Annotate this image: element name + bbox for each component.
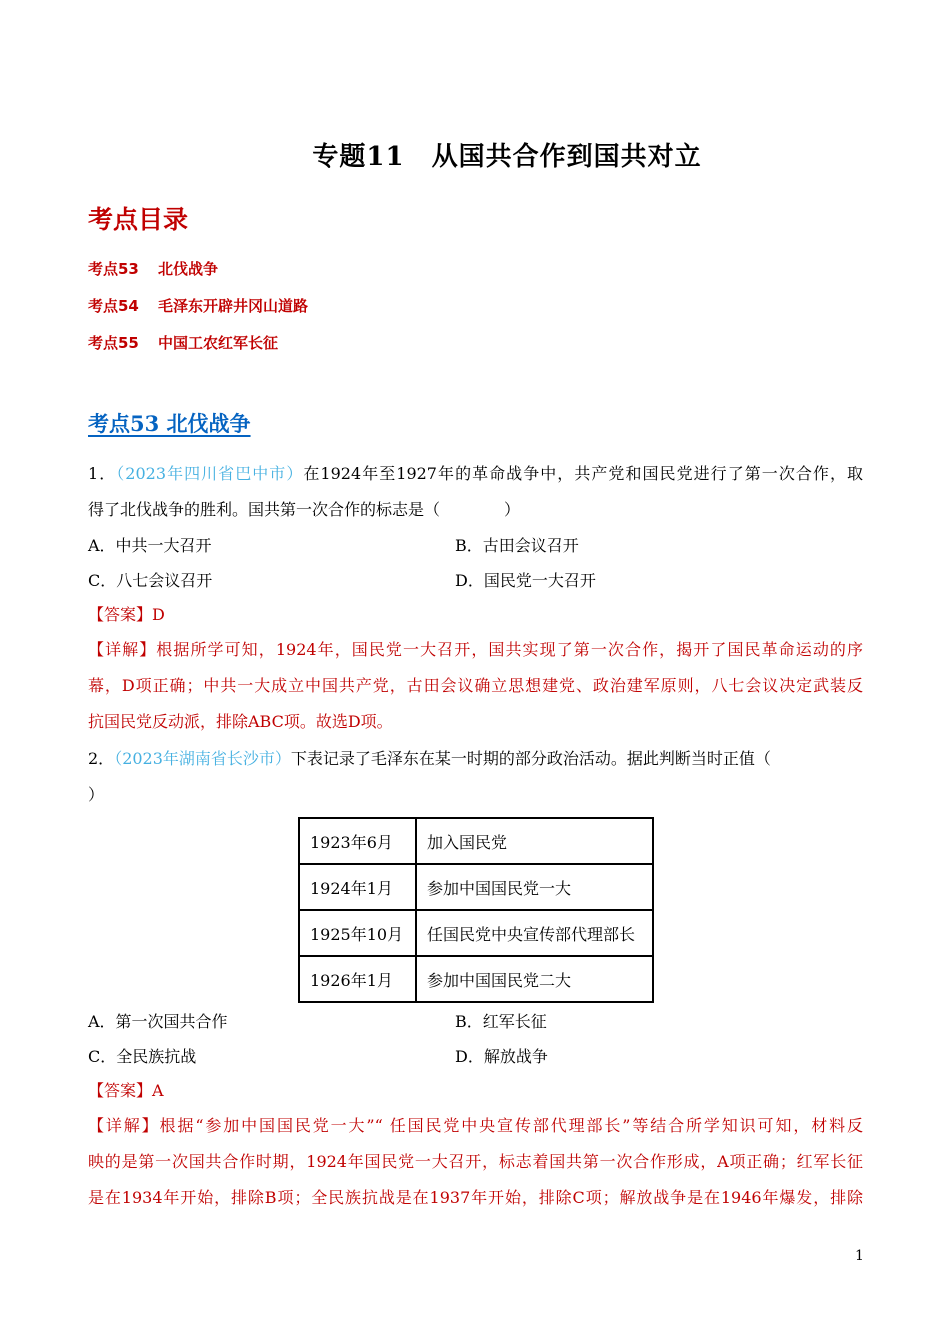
table-cell-event: 参加中国国民党一大 <box>416 864 653 910</box>
q1-stem: 在1924年至1927年的革命战争中，共产党和国民党进行了第一次合作，取 <box>303 464 863 483</box>
toc-item-number: 考点53 <box>88 260 139 278</box>
q2-option-d: D．解放战争 <box>455 1047 548 1066</box>
q2-stem-line <box>88 748 863 770</box>
q2-answer: 【答案】A <box>88 1081 164 1100</box>
table-cell-event: 参加中国国民党二大 <box>416 956 653 1002</box>
toc-item-label: 毛泽东开辟井冈山道路 <box>158 297 309 315</box>
table-cell-date: 1926年1月 <box>299 956 416 1002</box>
toc-item-54[interactable] <box>88 295 308 316</box>
q1-option-c: C．八七会议召开 <box>88 571 213 590</box>
q2-stem-line-2: ） <box>88 785 105 804</box>
toc-item-number: 考点55 <box>88 334 139 352</box>
table-row <box>299 864 653 910</box>
toc-item-number: 考点54 <box>88 297 139 315</box>
table-cell-event: 任国民党中央宣传部代理部长 <box>416 910 653 956</box>
q2-stem: 下表记录了毛泽东在某一时期的部分政治活动。据此判断当时正值（ <box>290 749 771 768</box>
table-row <box>299 818 653 864</box>
table-row <box>299 910 653 956</box>
toc-item-label: 北伐战争 <box>158 260 219 278</box>
q1-analysis-line: 抗国民党反动派，排除ABC项。故选D项。 <box>88 712 393 731</box>
q1-number: 1． <box>88 464 117 483</box>
q1-stem-line-2: 得了北伐战争的胜利。国共第一次合作的标志是（ ） <box>88 500 521 519</box>
toc-heading: 考点目录 <box>88 205 189 234</box>
q1-option-d: D．国民党一大召开 <box>455 571 596 590</box>
q2-option-b: B．红军长征 <box>455 1012 547 1031</box>
table-cell-date: 1925年10月 <box>299 910 416 956</box>
toc-item-55[interactable] <box>88 332 278 353</box>
activity-table <box>298 817 654 1003</box>
table-cell-date: 1923年6月 <box>299 818 416 864</box>
q1-analysis-line: 幕，D项正确；中共一大成立中国共产党，古田会议确立思想建党、政治建军原则，八七会议决定武装反 <box>88 676 863 695</box>
q2-analysis-line: 【详解】根据“参加中国国民党一大”“ 任国民党中央宣传部代理部长”等结合所学知识可知，材料反 <box>88 1116 863 1135</box>
q2-analysis-line: 映的是第一次国共合作时期，1924年国民党一大召开，标志着国共第一次合作形成，A项正确；红军长征 <box>88 1152 863 1171</box>
q2-option-c: C．全民族抗战 <box>88 1047 197 1066</box>
q1-analysis-line: 【详解】根据所学可知，1924年，国民党一大召开，国共实现了第一次合作，揭开了国民革命运动的序 <box>88 640 863 659</box>
q1-source: （2023年四川省巴中市） <box>116 464 304 483</box>
q2-source: （2023年湖南省长沙市） <box>114 749 291 768</box>
q2-option-a: A．第一次国共合作 <box>88 1012 228 1031</box>
q1-option-a: A．中共一大召开 <box>88 536 212 555</box>
page-number: 1 <box>855 1248 864 1264</box>
q1-answer: 【答案】D <box>88 605 165 624</box>
toc-item-53[interactable] <box>88 258 218 279</box>
table-row <box>299 956 653 1002</box>
q2-number: 2． <box>88 749 115 768</box>
toc-item-label: 中国工农红军长征 <box>158 334 279 352</box>
table-cell-date: 1924年1月 <box>299 864 416 910</box>
section-heading-53[interactable]: 考点53 北伐战争 <box>88 411 251 436</box>
table-cell-event: 加入国民党 <box>416 818 653 864</box>
q1-stem-line <box>88 463 863 485</box>
q1-option-b: B．古田会议召开 <box>455 536 579 555</box>
document-title: 专题11 从国共合作到国共对立 <box>312 142 702 172</box>
q2-analysis-line: 是在1934年开始，排除B项；全民族抗战是在1937年开始，排除C项；解放战争是在1946年爆发，排除 <box>88 1188 863 1207</box>
